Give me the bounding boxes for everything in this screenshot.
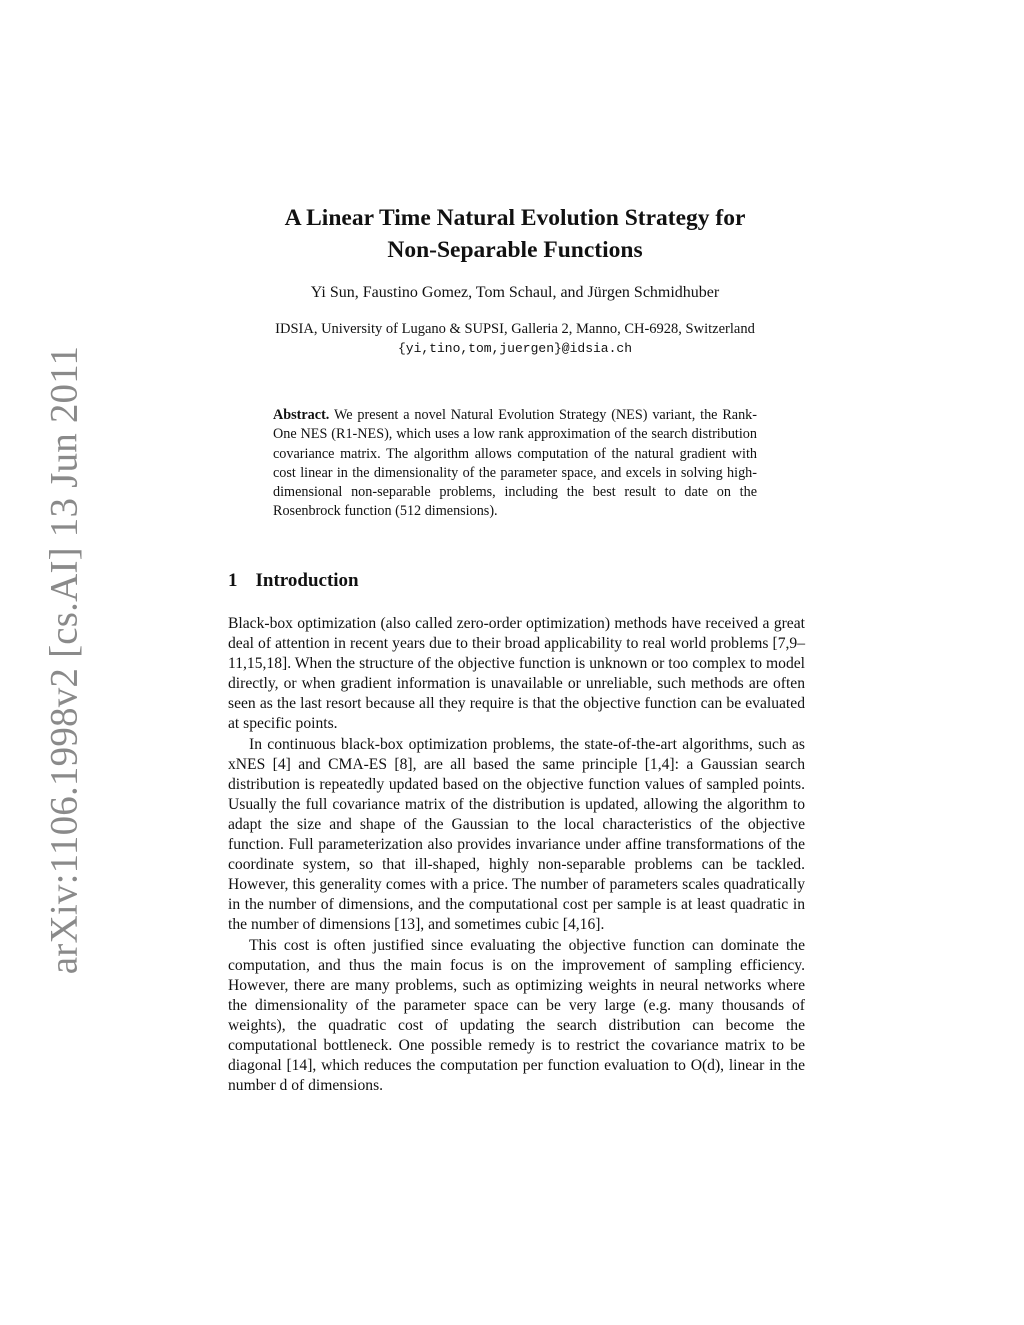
- paper-title-line-1: A Linear Time Natural Evolution Strategy for: [284, 204, 746, 231]
- body-paragraph-1: Black-box optimization (also called zero-order optimization) methods have received a great deal of attention in recent years due to their broad applicability to real world problems [7,9–11,15,18]. When the structure of the objective function is unknown or too complex to model directly, or when gradient information is unavailable or unreliable, such methods are often seen as the last resort because all they require is that the objective function can be evaluated at specific points.: [228, 615, 805, 733]
- body-paragraph-3: This cost is often justified since evaluating the objective function can dominate the computation, and thus the main focus is on the improvement of sampling efficiency. However, there are many problems, such as optimizing weights in neural networks where the dimensionality of the parameter space can be very large (e.g. many thousands of weights), the quadratic cost of updating the search distribution can become the computational bottleneck. One possible remedy is to restrict the covariance matrix to be diagonal [14], which reduces the computation per function evaluation to O(d), linear in the number d of dimensions.: [228, 936, 805, 1095]
- abstract-label: Abstract.: [273, 407, 330, 423]
- author-emails: {yi,tino,tom,juergen}@idsia.ch: [397, 341, 633, 356]
- paper-title: [200, 202, 830, 266]
- affiliation: IDSIA, University of Lugano & SUPSI, Galleria 2, Manno, CH-6928, Switzerland: [275, 321, 755, 337]
- body-paragraph-2: In continuous black-box optimization problems, the state-of-the-art algorithms, such as xNES [4] and CMA-ES [8], are all based the same principle [1,4]: a Gaussian search distribution is repeatedly updated based on the objective function values of sampled points. Usually the full covariance matrix of the distribution is updated, allowing the algorithm to adapt the size and shape of the Gaussian to the local characteristics of the objective function. Full parameterization also provides invariance under affine transformations of the coordinate system, so that ill-shaped, highly non-separable problems can be tackled. However, this generality comes with a price. The number of parameters scales quadratically in the number of dimensions, and the computational cost per sample is at least quadratic in the number of dimensions [13], and sometimes cubic [4,16].: [228, 735, 805, 934]
- section-number: 1: [228, 570, 238, 591]
- section-heading-introduction: [228, 570, 359, 592]
- abstract-text: We present a novel Natural Evolution Strategy (NES) variant, the Rank-One NES (R1-NES), which uses a low rank approximation of the search distribution covariance matrix. The algorithm allows computation of the natural gradient with cost linear in the dimensionality of the parameter space, and excels in solving high-dimensional non-separable problems, including the best result to date on the Rosenbrock function (512 dimensions).: [273, 407, 758, 520]
- affiliation-block: [200, 319, 830, 359]
- introduction-body: [228, 614, 805, 1096]
- author-list: Yi Sun, Faustino Gomez, Tom Schaul, and Jürgen Schmidhuber: [310, 284, 720, 301]
- arxiv-identifier-stamp: arXiv:1106.1998v2 [cs.AI] 13 Jun 2011: [42, 345, 86, 975]
- paper-title-line-2: Non-Separable Functions: [387, 236, 643, 263]
- section-title: Introduction: [255, 570, 359, 591]
- abstract: [273, 406, 757, 522]
